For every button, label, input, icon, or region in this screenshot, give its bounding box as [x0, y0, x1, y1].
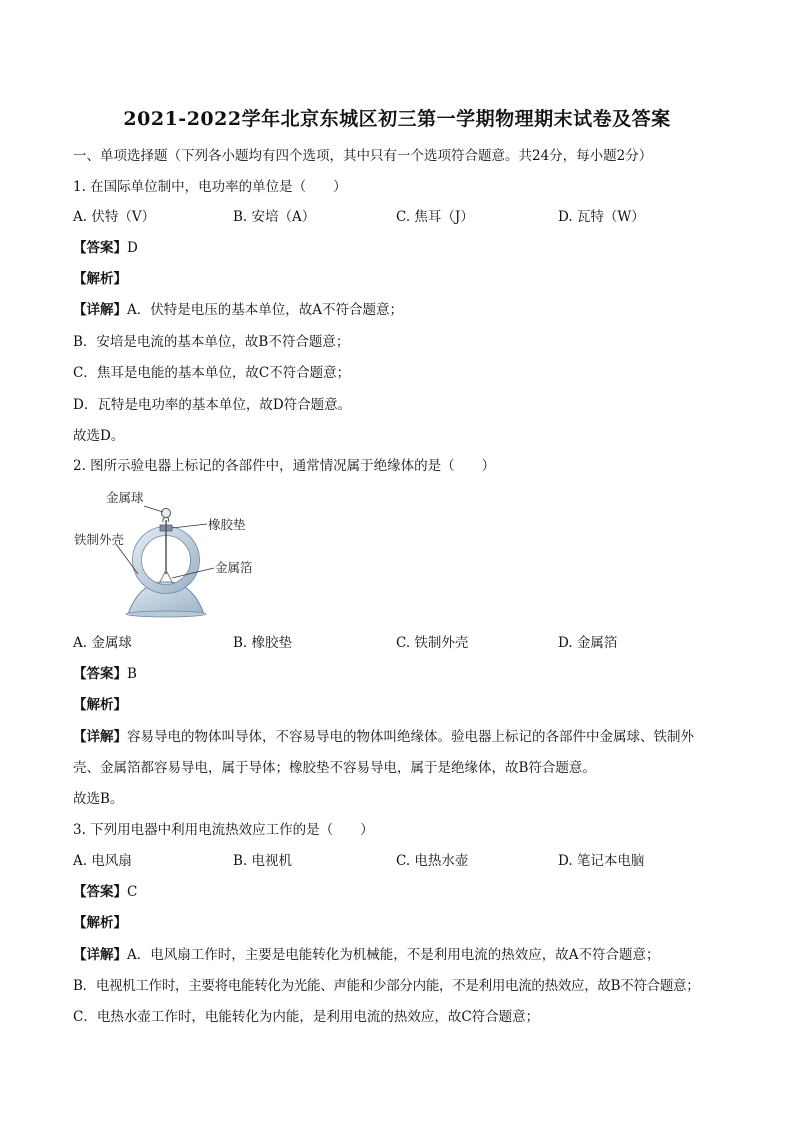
detail-tag: 【详解】	[73, 302, 127, 318]
q3-detail-3: C．电热水壶工作时，电能转化为内能，是利用电流的热效应，故C符合题意；	[73, 1009, 540, 1025]
answer-tag: 【答案】	[73, 240, 127, 256]
q1-detail-2: B．安培是电流的基本单位，故B不符合题意；	[73, 334, 350, 350]
q1-detail-1: 【详解】A．伏特是电压的基本单位，故A不符合题意；	[73, 302, 403, 318]
q3-detail-1: 【详解】A．电风扇工作时，主要是电能转化为机械能，不是利用电流的热效应，故A不符合题意；	[73, 947, 660, 963]
q2-option-b: B. 橡胶垫	[233, 635, 293, 651]
q1-conclusion: 故选D。	[73, 428, 125, 444]
question-1-stem: 1. 在国际单位制中，电功率的单位是（ ）	[73, 179, 347, 195]
q2-option-d: D. 金属箔	[558, 635, 618, 651]
q2-detail-1: 【详解】容易导电的物体叫导体，不容易导电的物体叫绝缘体。验电器上标记的各部件中金属球、铁制外	[73, 729, 694, 745]
label-iron-shell: 铁制外壳	[74, 532, 125, 547]
electroscope-figure	[60, 482, 280, 622]
label-rubber-pad: 橡胶垫	[208, 517, 246, 532]
q3-detail-2: B．电视机工作时，主要将电能转化为光能、声能和少部分内能，不是利用电流的热效应，故B不符合题意；	[73, 978, 700, 994]
q3-analysis-tag: 【解析】	[73, 915, 127, 931]
q3-answer-value: C	[127, 884, 138, 900]
q1-option-c: C. 焦耳（J）	[396, 209, 474, 225]
q2-analysis-tag: 【解析】	[73, 697, 127, 713]
q3-option-d: D. 笔记本电脑	[558, 853, 645, 869]
q2-detail-2: 壳、金属箔都容易导电，属于导体；橡胶垫不容易导电，属于是绝缘体，故B符合题意。	[73, 760, 596, 776]
q1-analysis-tag: 【解析】	[73, 271, 127, 287]
q3-option-b: B. 电视机	[233, 853, 293, 869]
q1-detail-4: D．瓦特是电功率的基本单位，故D符合题意。	[73, 397, 352, 413]
q2-answer-value: B	[127, 666, 137, 682]
q2-option-c: C. 铁制外壳	[396, 635, 469, 651]
metal-ball	[162, 509, 171, 518]
label-metal-ball: 金属球	[106, 490, 144, 505]
q1-option-d: D. 瓦特（W）	[558, 209, 645, 225]
q2-conclusion: 故选B。	[73, 791, 124, 807]
q3-answer: 【答案】C	[73, 884, 138, 900]
q1-option-b: B. 安培（A）	[233, 209, 316, 225]
label-metal-foil: 金属箔	[215, 560, 253, 575]
q1-answer	[73, 238, 138, 258]
q3-option-c: C. 电热水壶	[396, 853, 469, 869]
q1-answer-value: D	[127, 240, 138, 256]
q3-option-a: A. 电风扇	[73, 853, 132, 869]
page-title: 2021-2022学年北京东城区初三第一学期物理期末试卷及答案	[123, 108, 671, 130]
question-3-stem: 3. 下列用电器中利用电流热效应工作的是（ ）	[73, 822, 374, 838]
question-2-stem: 2. 图所示验电器上标记的各部件中，通常情况属于绝缘体的是（ ）	[73, 458, 496, 474]
q2-option-a: A. 金属球	[73, 635, 132, 651]
q1-option-a: A. 伏特（V）	[73, 209, 156, 225]
q1-detail-3: C．焦耳是电能的基本单位，故C不符合题意；	[73, 365, 351, 381]
section-heading: 一、单项选择题（下列各小题均有四个选项，其中只有一个选项符合题意。共24分，每小题2分）	[73, 148, 653, 164]
q2-answer: 【答案】B	[73, 666, 137, 682]
